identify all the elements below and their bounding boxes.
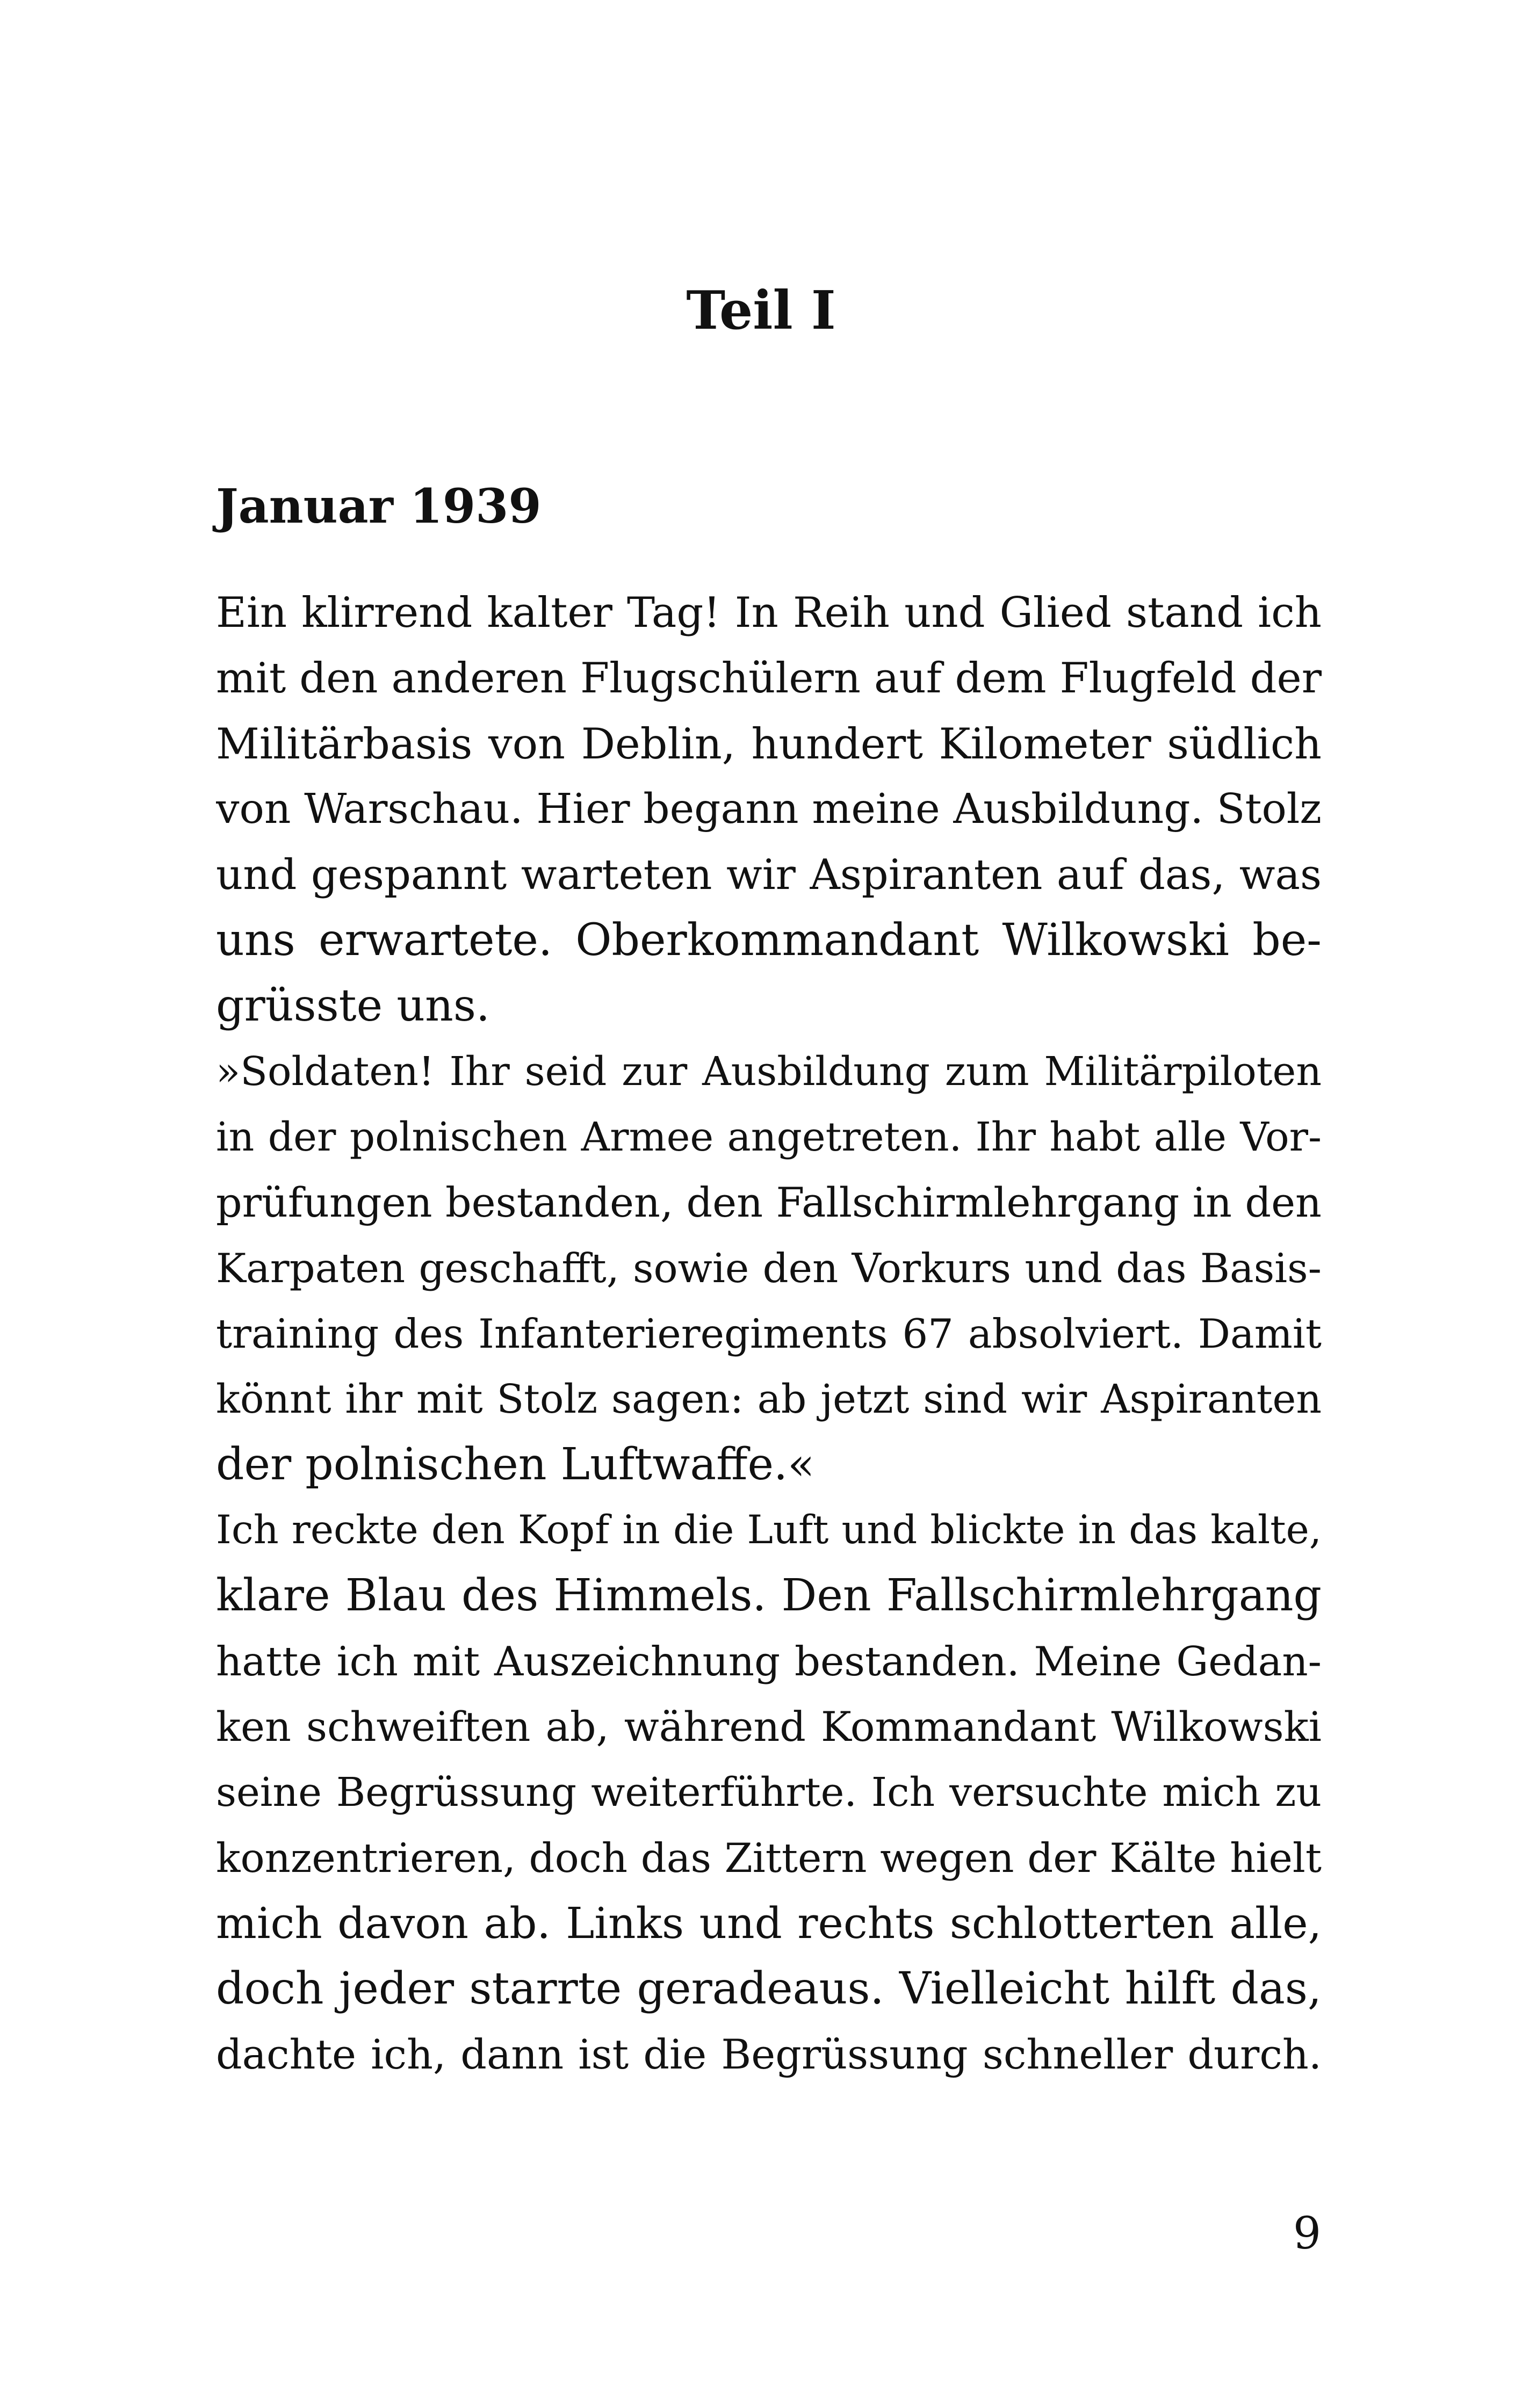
text-line: der polnischen Luftwaffe.« (216, 1439, 815, 1490)
text-line: Ein klirrend kalter Tag! In Reih und Glied stand ich (216, 589, 1322, 637)
text-line: ken schweiften ab, während Kommandant Wilkowski (216, 1703, 1322, 1751)
text-line: Ich reckte den Kopf in die Luft und blickte in das kalte, (216, 1507, 1322, 1553)
text-line: prüfungen bestanden, den Fallschirmlehrgang in den (216, 1178, 1322, 1226)
text-line: mit den anderen Flugschülern auf dem Flugfeld der (216, 654, 1322, 703)
part-title: Teil I (686, 280, 836, 342)
text-line: Karpaten geschafft, sowie den Vorkurs und das Basis- (216, 1245, 1322, 1292)
body-text (216, 580, 1322, 2087)
text-line: könnt ihr mit Stolz sagen: ab jetzt sind wir Aspiranten (216, 1376, 1322, 1422)
text-line: Militärbasis von Deblin, hundert Kilometer südlich (216, 719, 1322, 769)
text-line: konzentrieren, doch das Zittern wegen der Kälte hielt (216, 1834, 1322, 1882)
text-line: training des Infanterieregiments 67 absolviert. Damit (216, 1310, 1322, 1357)
text-line: uns erwartete. Oberkommandant Wilkowski be- (216, 915, 1322, 966)
text-line: in der polnischen Armee angetreten. Ihr habt alle Vor- (216, 1114, 1322, 1160)
text-line: hatte ich mit Auszeichnung bestanden. Meine Gedan- (216, 1638, 1322, 1685)
text-line: und gespannt warteten wir Aspiranten auf das, was (216, 851, 1322, 899)
text-line: klare Blau des Himmels. Den Fallschirmlehrgang (216, 1570, 1322, 1621)
text-line: mich davon ab. Links und rechts schlotterten alle, (216, 1898, 1322, 1948)
text-line: »Soldaten! Ihr seid zur Ausbildung zum Militärpiloten (216, 1048, 1322, 1095)
text-line: von Warschau. Hier begann meine Ausbildung. Stolz (216, 785, 1322, 833)
text-line: seine Begrüssung weiterführte. Ich versuchte mich zu (216, 1769, 1322, 1816)
text-line: grüsste uns. (216, 980, 490, 1031)
text-line: doch jeder starrte geradeaus. Vielleicht hilft das, (216, 1963, 1322, 2014)
chapter-heading: Januar 1939 (216, 478, 542, 534)
text-line: dachte ich, dann ist die Begrüssung schneller durch. (216, 2030, 1322, 2078)
page-number: 9 (1293, 2208, 1321, 2259)
